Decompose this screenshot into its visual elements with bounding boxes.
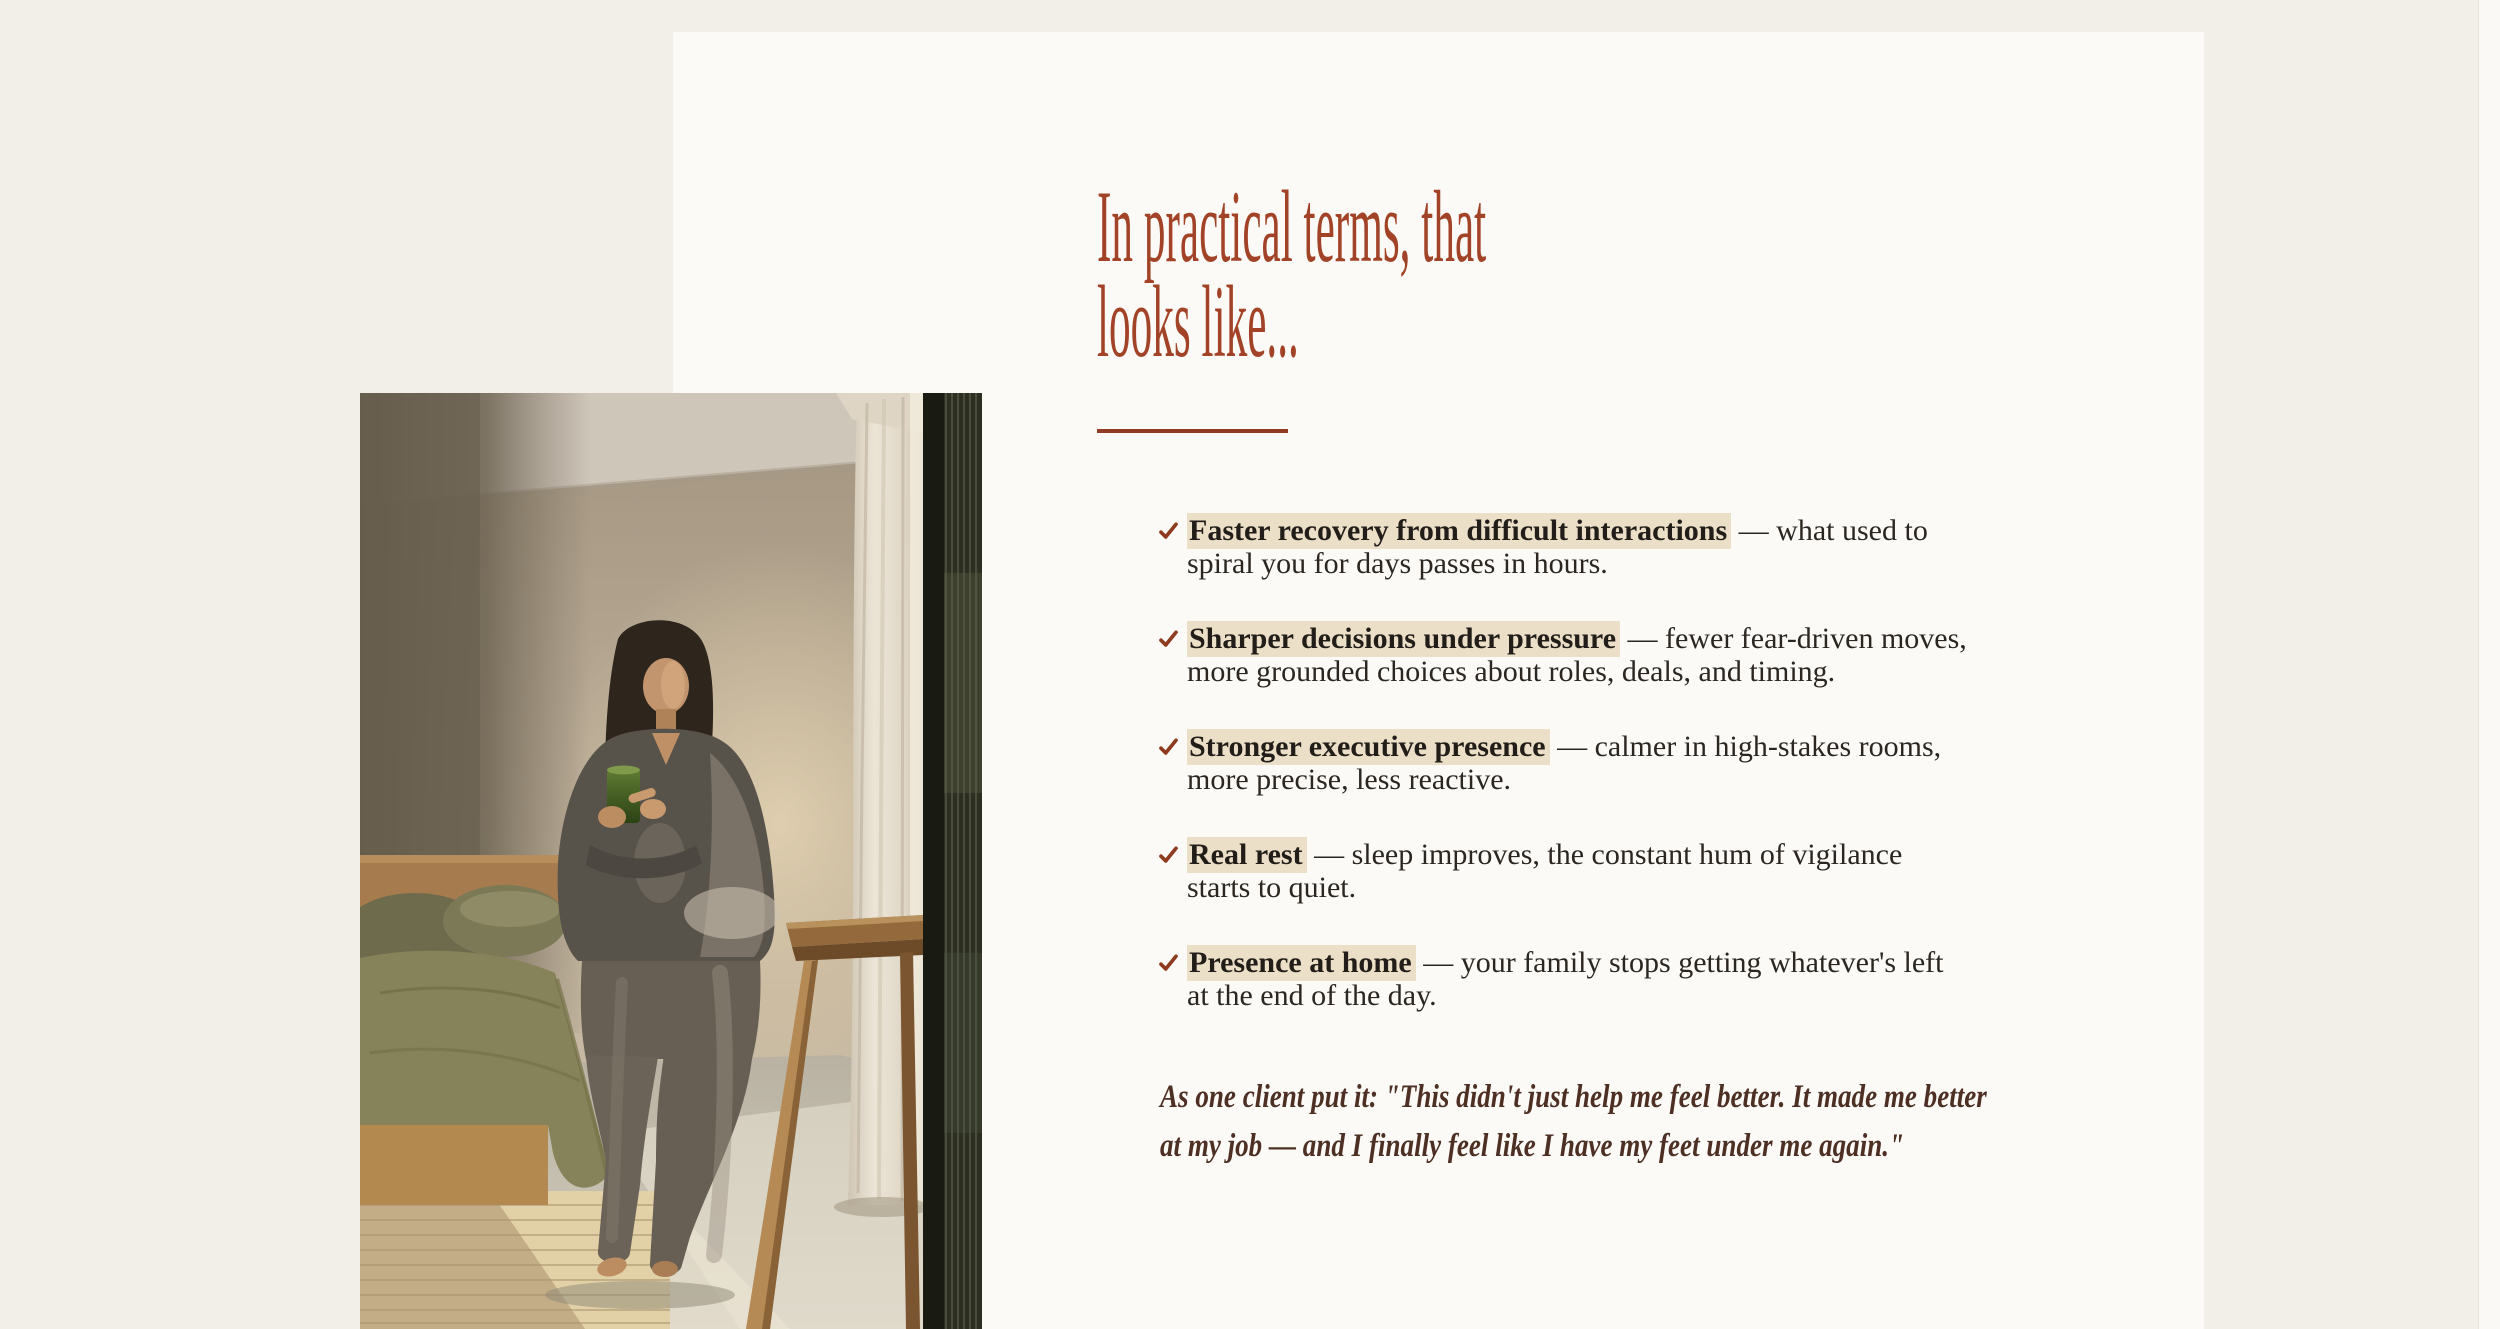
check-icon [1159, 629, 1178, 649]
check-icon [1159, 953, 1178, 973]
benefit-text [1187, 514, 1970, 580]
bedroom-photo [360, 393, 982, 1329]
benefit-text [1187, 838, 1970, 904]
title-divider [1097, 429, 1288, 433]
page-title [1097, 170, 2024, 379]
benefit-term: Sharper decisions under pressure [1187, 621, 1620, 657]
list-item [1159, 730, 1970, 796]
benefit-term: Stronger executive presence [1187, 729, 1550, 765]
list-item [1159, 622, 1970, 688]
scrollbar[interactable] [2478, 0, 2500, 1329]
benefit-text [1187, 946, 1970, 1012]
list-item [1159, 838, 1970, 904]
benefit-description: — calmer in high-stakes rooms, more precise, less reactive. [1187, 730, 1942, 796]
benefit-description: — sleep improves, the constant hum of vigilance starts to quiet. [1187, 838, 1903, 904]
bedroom-photo-illustration [360, 393, 982, 1329]
benefit-text [1187, 730, 1970, 796]
benefits-list [1159, 514, 1970, 1054]
check-icon [1159, 521, 1178, 541]
benefit-description: — what used to spiral you for days passes in hours. [1187, 514, 1928, 580]
benefit-text [1187, 622, 1970, 688]
check-icon [1159, 845, 1178, 865]
title-line-1: In practical terms, that [1097, 170, 1487, 284]
benefit-term: Real rest [1187, 837, 1307, 873]
title-line-2: looks like... [1097, 265, 1299, 379]
client-quote: As one client put it: "This didn't just help me feel better. It made me better at my job — and I finally feel like I have my feet under me again." [1160, 1079, 1987, 1164]
benefit-term: Faster recovery from difficult interactions [1187, 513, 1731, 549]
benefit-term: Presence at home [1187, 945, 1416, 981]
benefit-description: — your family stops getting whatever's left at the end of the day. [1187, 946, 1944, 1012]
list-item [1159, 946, 1970, 1012]
benefit-description: — fewer fear-driven moves, more grounded choices about roles, deals, and timing. [1187, 622, 1967, 688]
list-item [1159, 514, 1970, 580]
check-icon [1159, 737, 1178, 757]
